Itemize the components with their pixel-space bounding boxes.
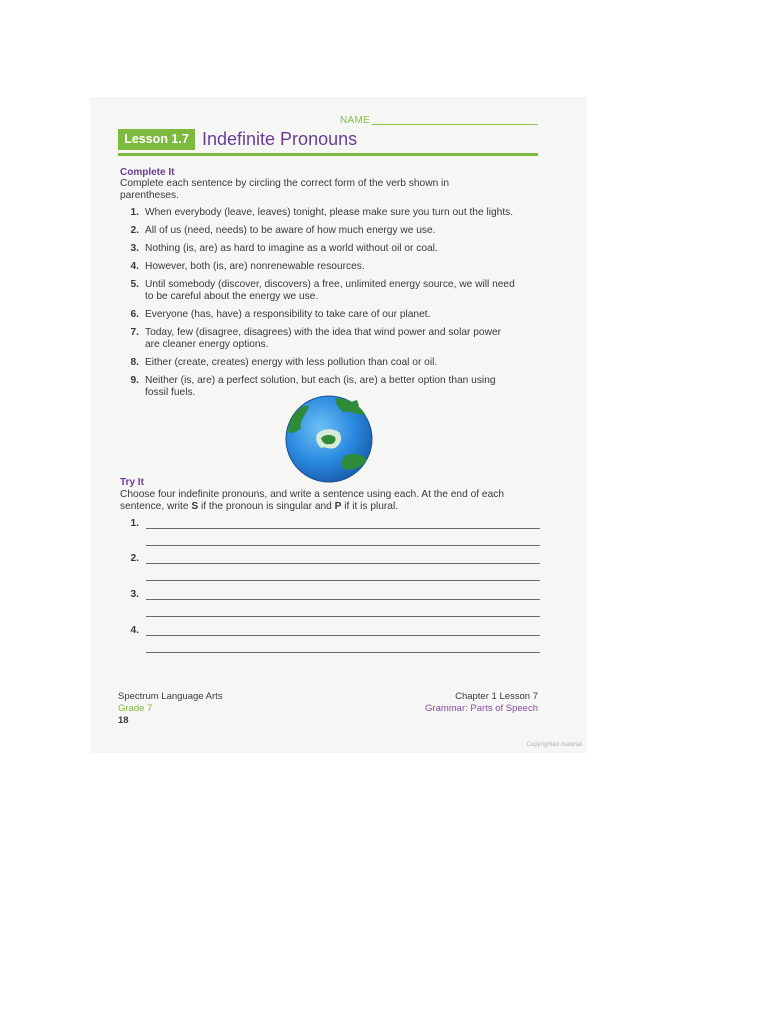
- answer-line[interactable]: [146, 580, 540, 581]
- complete-item-text[interactable]: Either (create, creates) energy with less pollution than coal or oil.: [145, 357, 438, 368]
- globe-illustration: [285, 394, 373, 484]
- complete-it-heading: Complete It: [120, 167, 175, 178]
- title-rule: [118, 153, 538, 156]
- try-item-number: 3.: [130, 589, 139, 600]
- answer-line[interactable]: [146, 599, 540, 600]
- try-it-instr-mid: if the pronoun is singular and: [198, 501, 335, 512]
- try-it-instructions-line2: [120, 501, 398, 514]
- complete-item-number: 2.: [130, 225, 139, 236]
- complete-item-text[interactable]: Everyone (has, have) a responsibility to take care of our planet.: [145, 309, 431, 320]
- footer-grade: Grade 7: [118, 703, 153, 714]
- try-it-instructions-line1: Choose four indefinite pronouns, and write a sentence using each. At the end of each: [120, 489, 504, 500]
- try-item-number: 1.: [130, 518, 139, 529]
- complete-item-text[interactable]: All of us (need, needs) to be aware of how much energy we use.: [145, 225, 436, 236]
- complete-item-text[interactable]: Nothing (is, are) as hard to imagine as a world without oil or coal.: [145, 243, 438, 254]
- footer-book-title: Spectrum Language Arts: [118, 691, 223, 702]
- answer-line[interactable]: [146, 635, 540, 636]
- answer-line[interactable]: [146, 563, 540, 564]
- footer-topic: Grammar: Parts of Speech: [425, 703, 538, 714]
- answer-line[interactable]: [146, 545, 540, 546]
- footer-page-number: 18: [118, 715, 129, 726]
- complete-item-number: 6.: [130, 309, 139, 320]
- complete-item-number: 7.: [130, 327, 139, 338]
- complete-it-instructions-line1: Complete each sentence by circling the correct form of the verb shown in: [120, 178, 449, 189]
- try-item-number: 4.: [130, 625, 139, 636]
- complete-item-text[interactable]: are cleaner energy options.: [145, 339, 269, 350]
- complete-item-text[interactable]: Until somebody (discover, discovers) a free, unlimited energy source, we will need: [145, 279, 515, 290]
- try-item-number: 2.: [130, 553, 139, 564]
- complete-item-text[interactable]: Today, few (disagree, disagrees) with the idea that wind power and solar power: [145, 327, 501, 338]
- complete-item-text[interactable]: fossil fuels.: [145, 387, 196, 398]
- lesson-title: Indefinite Pronouns: [202, 129, 358, 149]
- try-it-instr-p: P: [334, 501, 342, 512]
- answer-line[interactable]: [146, 528, 540, 529]
- complete-it-instructions-line2: parentheses.: [120, 190, 179, 201]
- complete-item-number: 5.: [130, 279, 139, 290]
- answer-line[interactable]: [146, 652, 540, 653]
- complete-item-number: 9.: [130, 375, 139, 386]
- try-it-instr-post: if it is plural.: [341, 501, 399, 512]
- complete-item-number: 1.: [130, 207, 139, 218]
- complete-item-number: 3.: [130, 243, 139, 254]
- footer-chapter: Chapter 1 Lesson 7: [455, 691, 538, 702]
- complete-item-text[interactable]: Neither (is, are) a perfect solution, but each (is, are) a better option than using: [145, 375, 496, 386]
- complete-item-text[interactable]: When everybody (leave, leaves) tonight, please make sure you turn out the lights.: [145, 207, 514, 218]
- try-it-instr-s: S: [191, 501, 199, 512]
- lesson-badge: Lesson 1.7: [118, 129, 195, 150]
- try-it-instr-pre: sentence, write: [120, 501, 192, 512]
- try-it-heading: Try It: [120, 477, 144, 488]
- complete-item-number: 8.: [130, 357, 139, 368]
- name-label: NAME: [340, 115, 371, 126]
- complete-item-text[interactable]: However, both (is, are) nonrenewable resources.: [145, 261, 365, 272]
- complete-item-text[interactable]: to be careful about the energy we use.: [145, 291, 319, 302]
- answer-line[interactable]: [146, 616, 540, 617]
- name-line[interactable]: [372, 124, 538, 125]
- complete-item-number: 4.: [130, 261, 139, 272]
- copyright-notice: Copyrighted material: [526, 742, 582, 748]
